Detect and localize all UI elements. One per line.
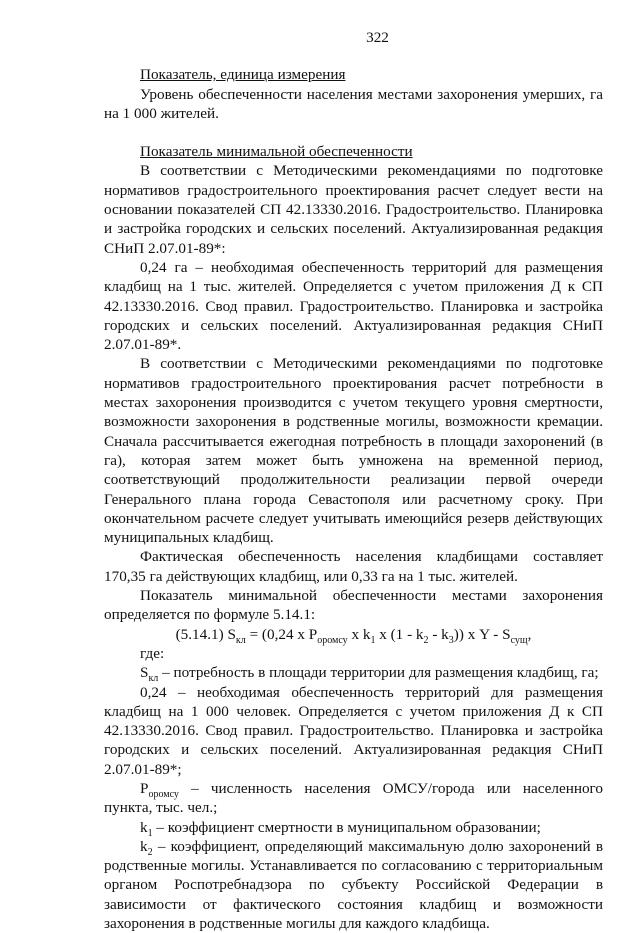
paragraph-formula-intro: Показатель минимальной обеспеченности местами захоронения определяется по формуле 5.14.1: — [104, 587, 603, 624]
paragraph-methodology: В соответствии с Методическими рекомендациями по подготовке нормативов градостроительного проектирования расчет следует вести на основании показателей СП 42.13330.2016. Градостроительство. Планировка и застройка городских и сельских поселений. Актуализированная редакция СНиП 2.07.01-89*: — [104, 162, 603, 257]
formula: (5.14.1) $S_{кл} = (0,24$ х $P_{оромсу}$ х $k_1$ х $(1 - k_2 - k_3)$) х Y - $S_{сущ}$, — [175, 625, 532, 646]
spacer — [104, 123, 603, 142]
paragraph-norm: 0,24 га – необходимая обеспеченность территорий для размещения кладбищ на 1 тыс. жителей. Определяется с учетом приложения Д к СП 42.13330.2016. Свод правил. Градостроительство. Планировка и застройка городских и сельских поселений. Актуализированная редакция СНиП 2.07.01-89*. — [104, 258, 603, 354]
definition-s-kl: $S_{кл}$ – потребность в площади территории для размещения кладбищ, га; — [140, 664, 599, 685]
page-number: 322 — [366, 29, 389, 46]
definition-k1: $k_1$ – коэффициент смертности в муниципальном образовании; — [140, 818, 541, 839]
definition-p-oromsu: $P_{оромсу}$ – численность населения ОМСУ/города или населенного пункта, тыс. чел.; — [104, 779, 603, 817]
section-heading-minimum: Показатель минимальной обеспеченности — [140, 143, 413, 161]
definition-k2: $k_2$ – коэффициент, определяющий максимальную долю захоронений в родственные могилы. Устанавливается по согласованию с территориальным органом Роспотребнадзора по субъекту Российской Федерации в зависимости от фактического состояния кладбищ и возможности захоронения в родственные могилы для каждого кладбища. — [104, 837, 603, 933]
indicator-text: Уровень обеспеченности населения местами захоронения умерших, га на 1 000 жителей. — [104, 85, 603, 122]
section-heading-indicator: Показатель, единица измерения — [140, 66, 346, 84]
definition-norm: 0,24 – необходимая обеспеченность территорий для размещения кладбищ на 1 000 человек. Определяется с учетом приложения Д к СП 42.13330.2016. Свод правил. Градостроительство. Планировка и застройка городских и сельских поселений. Актуализированная редакция СНиП 2.07.01-89*; — [104, 683, 603, 778]
paragraph-calculation: В соответствии с Методическими рекомендациями по подготовке нормативов градостроительного проектирования расчет потребности в местах захоронения производится с учетом текущего уровня смертности, возможности захоронения в родственные могилы, возможности кремации. Сначала рассчитывается ежегодная потребность в площади захоронений (в га), которая затем может быть умножена на временной период, соответствующий продолжительности реализации первой очереди Генерального плана города Севастополя или расчетному сроку. При окончательном расчете следует учитывать имеющийся резерв действующих муниципальных кладбищ. — [104, 355, 603, 547]
where-label: где: — [140, 644, 165, 662]
paragraph-actual: Фактическая обеспеченность населения кладбищами составляет 170,35 га действующих кладбищ, или 0,33 га на 1 тыс. жителей. — [104, 548, 603, 585]
